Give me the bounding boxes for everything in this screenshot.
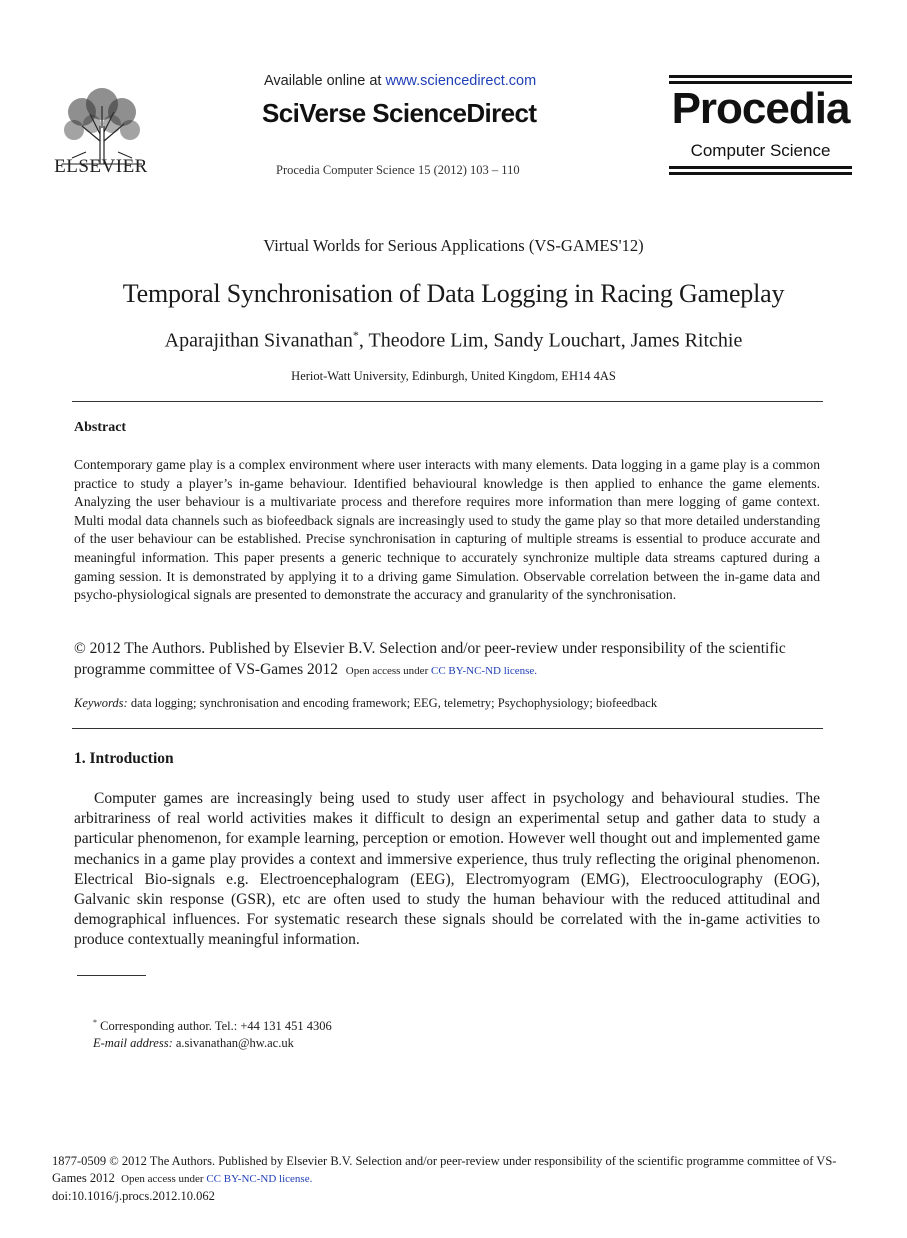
author-list: Aparajithan Sivanathan*, Theodore Lim, Sandy Louchart, James Ritchie (164, 328, 743, 352)
corresponding-author-note: * Corresponding author. Tel.: +44 131 451 4306 (93, 1018, 332, 1034)
license-link[interactable]: CC BY-NC-ND license. (430, 665, 538, 677)
footnote-rule (77, 975, 146, 976)
section-heading: 1. Introduction (74, 750, 174, 767)
procedia-logo-title: Procedia (671, 84, 850, 133)
introduction-body: Computer games are increasingly being used to study user affect in psychology and behavioural studies. The arbitrariness of real world activities makes it difficult to design an experimental setup and gather data to study a particular phenomenon, for example learning, perception or emotion. However well thought out and implemented game mechanics in a game play provides a context and immersive experience, thus truly reflecting the original phenomenon. Electrical Bio-signals e.g. Electroencephalogram (EEG), Electromyogram (EMG), Electrooculography (EOG), Galvanic skin response (GSR), etc are often used to study the human behaviour with the reduced attitudinal and demographical influences. For systematic research these signals should be correlated with the in-game activities to produce contextually meaningful information. (74, 790, 820, 949)
sciencedirect-link[interactable]: www.sciencedirect.com (385, 73, 537, 89)
footer-license-link[interactable]: CC BY-NC-ND license. (206, 1173, 313, 1185)
procedia-logo (669, 75, 852, 175)
journal-reference: Procedia Computer Science 15 (2012) 103 – 110 (276, 163, 520, 177)
copyright-notice: © 2012 The Authors. Published by Elsevier B.V. Selection and/or peer-review under responsibility of the scientific programme committee of VS-Games 2012 Open access under CC BY-NC-ND license. (74, 640, 786, 678)
procedia-logo-subtitle: Computer Science (690, 141, 831, 160)
platform-name: SciVerse ScienceDirect (262, 98, 537, 128)
divider (72, 728, 823, 729)
logo-rule (669, 172, 852, 175)
divider (72, 401, 823, 402)
abstract-body: Contemporary game play is a complex environment where user interacts with many elements. Data logging in a game play is a common practice to study a player’s in-game behaviour. Identified behavioural knowledge is then applied to enhance the game elements. Analyzing the user behaviour is a multivariate process and therefore requires more information than mere logging of game context. Multi modal data channels such as biofeedback signals are increasingly used to study the game play so that more detailed understanding of the user behaviour can be established. Precise synchronisation in capturing of multiple streams is essential to produce accurate and meaningful information. This paper presents a generic technique to accurately synchronize multiple data streams captured during a gaming session. It is demonstrated by applying it to a driving game Simulation. Observable correlation between the in-game data and psycho-physiological signals are presented to demonstrate the accuracy and granularity of the synchronisation. (74, 457, 820, 603)
available-online: Available online at www.sciencedirect.com (264, 73, 537, 89)
paper-title: Temporal Synchronisation of Data Logging in Racing Gameplay (122, 279, 785, 308)
doi: doi:10.1016/j.procs.2012.10.062 (52, 1189, 215, 1203)
logo-rule (669, 166, 852, 169)
logo-rule (669, 75, 852, 78)
page-footer: 1877-0509 © 2012 The Authors. Published by Elsevier B.V. Selection and/or peer-review under responsibility of the scientific programme committee of VS-Games 2012 Open access under CC BY-NC-ND license. doi:10.1016/j.procs.2012.10.062 (52, 1154, 837, 1203)
conference-name: Virtual Worlds for Serious Applications (VS-GAMES'12) (263, 236, 644, 255)
email-note: E-mail address: a.sivanathan@hw.ac.uk (93, 1036, 294, 1050)
affiliation: Heriot-Watt University, Edinburgh, United Kingdom, EH14 4AS (291, 369, 616, 383)
elsevier-wordmark: ELSEVIER (54, 156, 148, 177)
keywords: Keywords: data logging; synchronisation and encoding framework; EEG, telemetry; Psychophysiology; biofeedback (74, 696, 658, 710)
abstract-heading: Abstract (74, 420, 127, 435)
author-mark: * (352, 328, 359, 342)
